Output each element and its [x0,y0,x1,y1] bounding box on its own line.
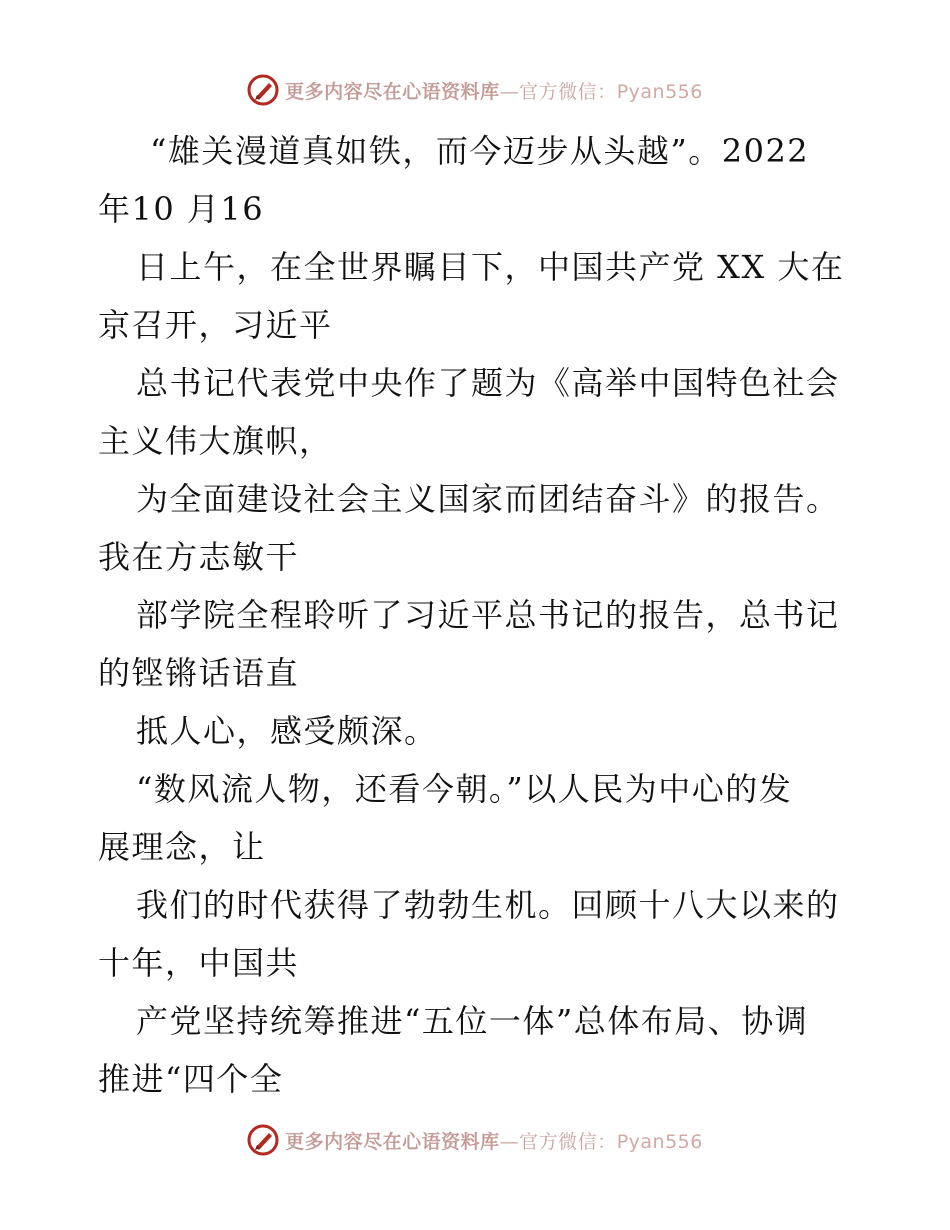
body-line: 抵人心，感受颇深。 [136,712,438,750]
watermark-text: 更多内容尽在心语资料库—官方微信：Pyan556 [285,1130,703,1153]
body-line: 我们的时代获得了勃勃生机。回顾十八大以来的 [136,886,840,924]
footer-watermark [0,1122,950,1158]
watermark-text: 更多内容尽在心语资料库—官方微信：Pyan556 [285,80,703,103]
body-line: 为全面建设社会主义国家而团结奋斗》的报告。 [136,480,840,518]
body-line: 总书记代表党中央作了题为《高举中国特色社会 [136,364,840,402]
body-line: 主义伟大旗帜， [98,422,333,460]
pen-logo-icon [247,74,279,106]
body-line: 推进“四个全 [98,1060,284,1098]
document-body [98,122,858,1108]
body-line: 的铿锵话语直 [98,654,300,692]
body-line: 日上午，在全世界瞩目下，中国共产党 XX 大在 [136,248,845,286]
body-line: 京召开，习近平 [98,306,333,344]
body-line: “雄关漫道真如铁，而今迈步从头越”。2022 [150,132,810,170]
body-line: 部学院全程聆听了习近平总书记的报告，总书记 [136,596,840,634]
body-line: 产党坚持统筹推进“五位一体”总体布局、协调 [136,1002,809,1040]
body-line: 我在方志敏干 [98,538,300,576]
body-line: “数风流人物，还看今朝。”以人民为中心的发 [136,770,793,808]
pen-logo-icon [247,1124,279,1156]
body-line: 展理念，让 [98,828,266,866]
header-watermark [0,72,950,108]
body-line: 年10 月16 [98,190,265,228]
body-line: 十年，中国共 [98,944,300,982]
